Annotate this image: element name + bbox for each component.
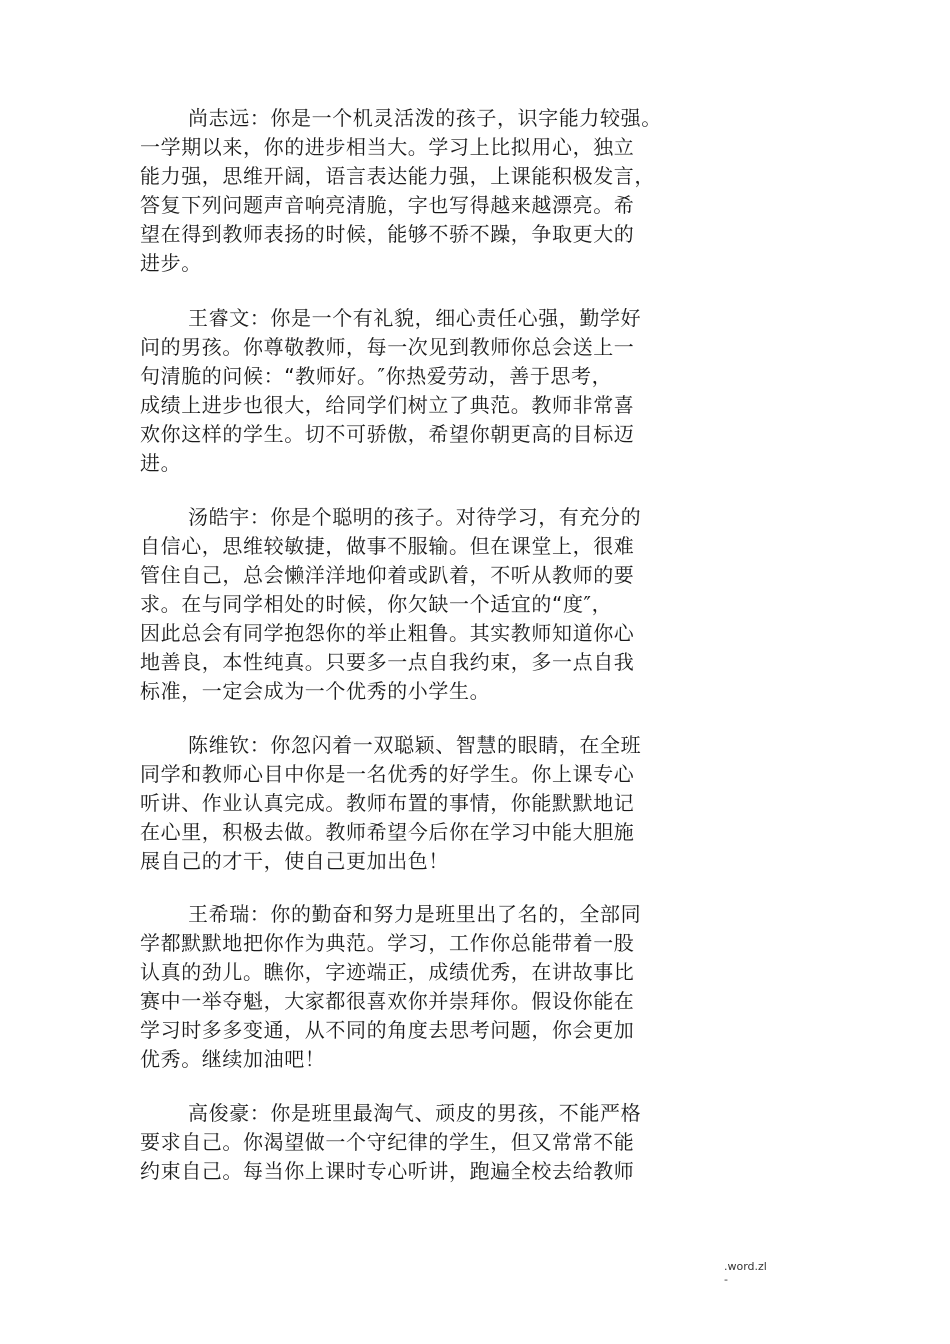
paragraph-line: 汤皓宇：你是个聪明的孩子。对待学习，有充分的 [188,505,642,529]
paragraph-line: 问的男孩。你尊敬教师，每一次见到教师你总会送上一 [140,335,635,359]
paragraph-line: 一学期以来，你的进步相当大。学习上比拟用心，独立 [140,135,635,159]
paragraph-line: 认真的劲儿。瞧你，字迹端正，成绩优秀，在讲故事比 [140,960,635,984]
paragraph-line: 王睿文：你是一个有礼貌，细心责任心强，勤学好 [188,306,642,330]
paragraph-line: 在心里，积极去做。教师希望今后你在学习中能大胆施 [140,820,635,844]
paragraph-line: 约束自己。每当你上课时专心听讲，跑遍全校去给教师 [140,1159,635,1183]
comment-paragraph-2 [140,304,680,478]
paragraph-line: 成绩上进步也很大，给同学们树立了典范。教师非常喜 [140,393,635,417]
paragraph-line: 展自己的才干，使自己更加出色！ [140,849,449,873]
paragraph-line: 王希瑞：你的勤奋和努力是班里出了名的，全部同 [188,902,642,926]
comment-paragraph-6 [140,1099,680,1186]
comment-paragraph-1 [140,104,680,278]
paragraph-line: 学习时多多变通，从不同的角度去思考问题，你会更加 [140,1018,635,1042]
paragraph-line: 答复下列问题声音响亮清脆，字也写得越来越漂亮。希 [140,193,635,217]
paragraph-line: 同学和教师心目中你是一名优秀的好学生。你上课专心 [140,762,635,786]
paragraph-line: 欢你这样的学生。切不可骄傲，希望你朝更高的目标迈 [140,422,635,446]
paragraph-line: 句清脆的问候：“教师好。″你热爱劳动，善于思考， [140,364,613,388]
paragraph-line: 优秀。继续加油吧！ [140,1047,326,1071]
comment-paragraph-4 [140,731,680,876]
comment-paragraph-5 [140,900,680,1074]
paragraph-line: 自信心，思维较敏捷，做事不服输。但在课堂上，很难 [140,534,635,558]
paragraph-line: 标准，一定会成为一个优秀的小学生。 [140,679,491,703]
footer-dash: - [724,1273,728,1286]
paragraph-line: 陈维钦：你忽闪着一双聪颖、智慧的眼睛，在全班 [188,733,642,757]
paragraph-line: 进。 [140,451,182,475]
comment-paragraph-3 [140,503,680,706]
paragraph-line: 能力强，思维开阔，语言表达能力强，上课能积极发言， [140,164,655,188]
paragraph-line: 求。在与同学相处的时候，你欠缺一个适宜的“度″， [140,592,613,616]
paragraph-line: 高俊豪：你是班里最淘气、顽皮的男孩，不能严格 [188,1101,642,1125]
page-footer [724,1260,767,1286]
paragraph-line: 赛中一举夺魁，大家都很喜欢你并崇拜你。假设你能在 [140,989,635,1013]
paragraph-line: 听讲、作业认真完成。教师布置的事情，你能默默地记 [140,791,635,815]
paragraph-line: 望在得到教师表扬的时候，能够不骄不躁，争取更大的 [140,222,635,246]
paragraph-line: 地善良，本性纯真。只要多一点自我约束，多一点自我 [140,650,635,674]
paragraph-line: 要求自己。你渴望做一个守纪律的学生，但又常常不能 [140,1130,635,1154]
paragraph-line: 因此总会有同学抱怨你的举止粗鲁。其实教师知道你心 [140,621,635,645]
paragraph-line: 管住自己，总会懒洋洋地仰着或趴着，不听从教师的要 [140,563,635,587]
paragraph-line: 进步。 [140,251,202,275]
paragraph-line: 学都默默地把你作为典范。学习，工作你总能带着一股 [140,931,635,955]
paragraph-line: 尚志远：你是一个机灵活泼的孩子，识字能力较强。 [188,106,662,130]
footer-watermark-text: .word.zl [724,1260,767,1273]
